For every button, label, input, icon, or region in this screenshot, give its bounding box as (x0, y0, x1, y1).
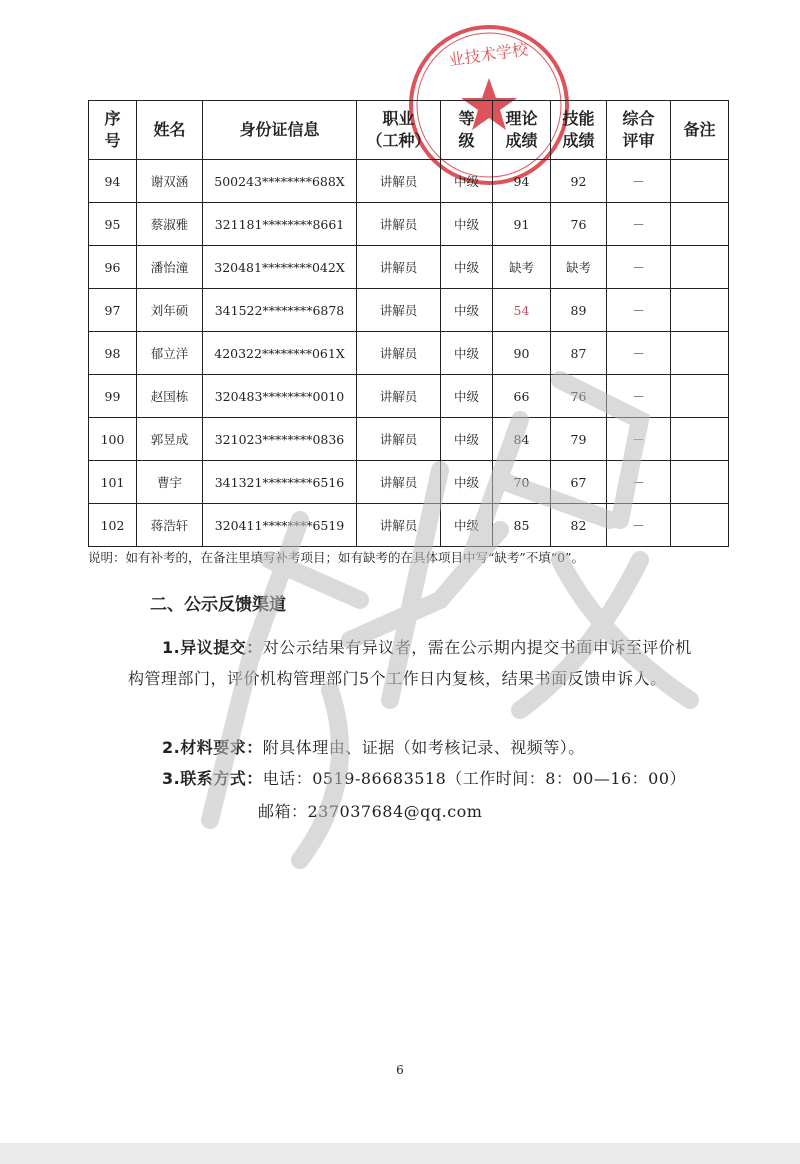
cell-name: 郁立洋 (137, 332, 203, 375)
cell-occupation: 讲解员 (357, 332, 441, 375)
cell-occupation: 讲解员 (357, 504, 441, 547)
table-row (89, 375, 729, 418)
cell-remark (671, 418, 729, 461)
section-heading: 二、公示反馈渠道 (150, 595, 286, 615)
table-row (89, 246, 729, 289)
header-remark: 备注 (671, 101, 729, 160)
table-row (89, 504, 729, 547)
header-skill-score: 技能 成绩 (551, 101, 607, 160)
cell-name: 蒋浩轩 (137, 504, 203, 547)
table-row (89, 418, 729, 461)
cell-seq: 102 (89, 504, 137, 547)
cell-grade: 中级 (441, 418, 493, 461)
item-label: 3.联系方式： (162, 769, 263, 788)
page-bottom-border (0, 1143, 800, 1164)
cell-name: 谢双涵 (137, 160, 203, 203)
table-header-row (89, 101, 729, 160)
cell-theory-failing: 54 (493, 289, 551, 332)
cell-name: 郭昱成 (137, 418, 203, 461)
cell-overall: － (607, 332, 671, 375)
cell-name: 蔡淑雅 (137, 203, 203, 246)
cell-overall: － (607, 160, 671, 203)
cell-id: 341321********6516 (203, 461, 357, 504)
cell-theory: 84 (493, 418, 551, 461)
cell-seq: 98 (89, 332, 137, 375)
cell-remark (671, 504, 729, 547)
cell-occupation: 讲解员 (357, 289, 441, 332)
cell-skill: 82 (551, 504, 607, 547)
cell-name: 曹宇 (137, 461, 203, 504)
header-theory-score: 理论 成绩 (493, 101, 551, 160)
cell-grade: 中级 (441, 246, 493, 289)
cell-skill: 76 (551, 375, 607, 418)
cell-remark (671, 246, 729, 289)
cell-remark (671, 332, 729, 375)
cell-remark (671, 203, 729, 246)
cell-remark (671, 289, 729, 332)
cell-theory: 90 (493, 332, 551, 375)
item-text: 附具体理由、证据（如考核记录、视频等）。 (262, 738, 585, 757)
cell-grade: 中级 (441, 461, 493, 504)
table-row (89, 461, 729, 504)
item-label: 1.异议提交： (162, 638, 263, 657)
cell-remark (671, 461, 729, 504)
cell-remark (671, 160, 729, 203)
cell-theory: 66 (493, 375, 551, 418)
header-seq: 序 号 (89, 101, 137, 160)
table-row (89, 203, 729, 246)
email-line: 邮箱：237037684@qq.com (258, 802, 483, 821)
header-overall-review: 综合 评审 (607, 101, 671, 160)
item-text: 对公示结果有异议者，需在公示期内提交书面申诉至评价机构管理部门，评价机构管理部门5个工作日内复核，结果书面反馈申诉人。 (128, 638, 692, 688)
cell-occupation: 讲解员 (357, 160, 441, 203)
cell-id: 320411********6519 (203, 504, 357, 547)
cell-grade: 中级 (441, 332, 493, 375)
header-occupation: 职业 （工种） (357, 101, 441, 160)
cell-id: 320483********0010 (203, 375, 357, 418)
cell-id: 500243********688X (203, 160, 357, 203)
cell-grade: 中级 (441, 375, 493, 418)
cell-seq: 99 (89, 375, 137, 418)
results-table (88, 100, 729, 547)
cell-seq: 97 (89, 289, 137, 332)
cell-id: 341522********6878 (203, 289, 357, 332)
cell-seq: 96 (89, 246, 137, 289)
page-number: 6 (396, 1063, 404, 1077)
table-footnote: 说明：如有补考的，在备注里填写补考项目；如有缺考的在具体项目中写“缺考”不填“0”。 (88, 550, 585, 565)
cell-skill: 89 (551, 289, 607, 332)
item-contact (162, 763, 742, 794)
cell-seq: 100 (89, 418, 137, 461)
table-row (89, 160, 729, 203)
cell-overall: － (607, 418, 671, 461)
phone-text: 电话：0519-86683518（工作时间：8：00—16：00） (262, 769, 687, 788)
item-objection-submission (128, 632, 708, 694)
cell-skill: 79 (551, 418, 607, 461)
cell-name: 潘怡潼 (137, 246, 203, 289)
table-row (89, 289, 729, 332)
cell-overall: － (607, 289, 671, 332)
cell-theory: 缺考 (493, 246, 551, 289)
cell-overall: － (607, 504, 671, 547)
cell-overall: － (607, 375, 671, 418)
svg-text:业技术学校: 业技术学校 (447, 39, 530, 70)
cell-theory: 70 (493, 461, 551, 504)
cell-grade: 中级 (441, 160, 493, 203)
cell-id: 321181********8661 (203, 203, 357, 246)
table-row (89, 332, 729, 375)
cell-seq: 95 (89, 203, 137, 246)
cell-occupation: 讲解员 (357, 375, 441, 418)
cell-seq: 94 (89, 160, 137, 203)
cell-skill: 76 (551, 203, 607, 246)
cell-skill: 缺考 (551, 246, 607, 289)
header-grade: 等 级 (441, 101, 493, 160)
cell-grade: 中级 (441, 289, 493, 332)
header-name: 姓名 (137, 101, 203, 160)
cell-occupation: 讲解员 (357, 203, 441, 246)
cell-overall: － (607, 461, 671, 504)
cell-name: 赵国栋 (137, 375, 203, 418)
cell-skill: 67 (551, 461, 607, 504)
cell-skill: 87 (551, 332, 607, 375)
cell-name: 刘年硕 (137, 289, 203, 332)
cell-id: 320481********042X (203, 246, 357, 289)
cell-skill: 92 (551, 160, 607, 203)
cell-theory: 91 (493, 203, 551, 246)
cell-seq: 101 (89, 461, 137, 504)
cell-id: 321023********0836 (203, 418, 357, 461)
cell-occupation: 讲解员 (357, 461, 441, 504)
cell-remark (671, 375, 729, 418)
item-label: 2.材料要求： (162, 738, 263, 757)
cell-overall: － (607, 203, 671, 246)
header-id-info: 身份证信息 (203, 101, 357, 160)
cell-id: 420322********061X (203, 332, 357, 375)
cell-theory: 85 (493, 504, 551, 547)
cell-grade: 中级 (441, 203, 493, 246)
cell-theory: 94 (493, 160, 551, 203)
cell-grade: 中级 (441, 504, 493, 547)
cell-overall: － (607, 246, 671, 289)
cell-occupation: 讲解员 (357, 246, 441, 289)
item-material-requirements (162, 732, 742, 763)
cell-occupation: 讲解员 (357, 418, 441, 461)
